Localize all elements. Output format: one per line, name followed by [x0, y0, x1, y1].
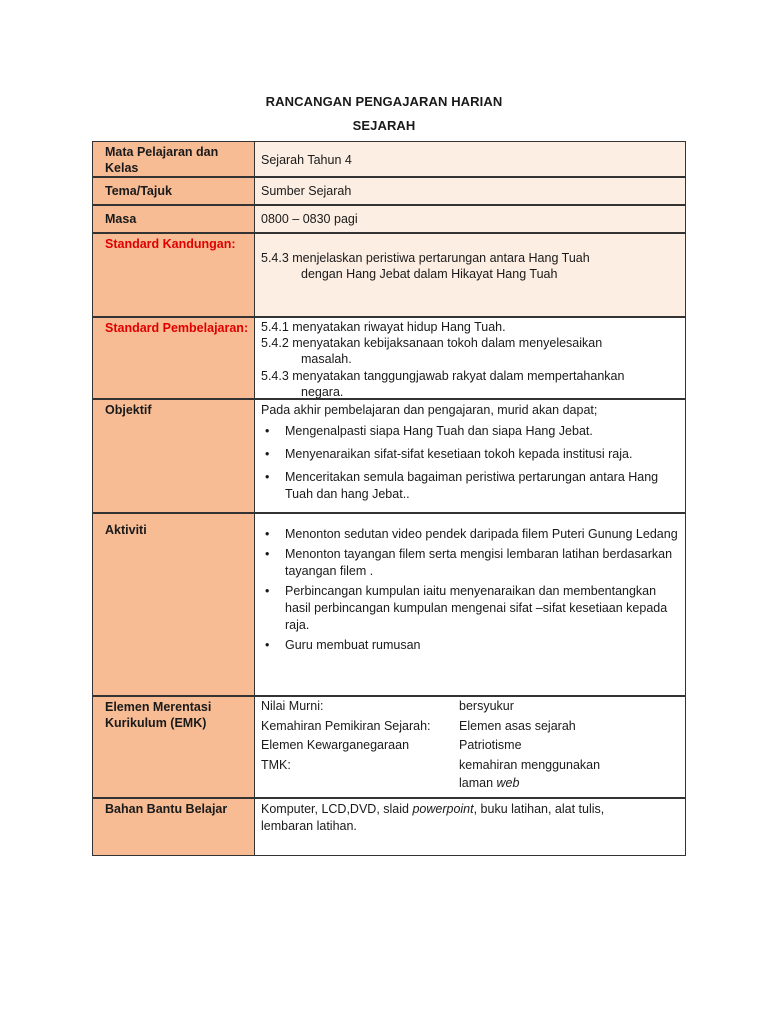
value-aktiviti [254, 513, 686, 696]
row-emk [92, 696, 686, 798]
emk-grid [261, 697, 679, 791]
label-standard-kandungan: Standard Kandungan: [92, 233, 256, 317]
row-aktiviti [92, 513, 686, 696]
emk-key: Elemen Kewarganegaraan [261, 738, 410, 752]
row-mata-pelajaran [92, 141, 686, 177]
label-aktiviti: Aktiviti [92, 513, 256, 696]
objektif-item: • Mengenalpasti siapa Hang Tuah dan siapa Hang Jebat. [261, 423, 679, 440]
sp-item: 5.4.3 menyatakan tanggungjawab rakyat dalam mempertahankan [261, 368, 625, 383]
objektif-item: • Menyenaraikan sifat-sifat kesetiaan tokoh kepada institusi raja. [261, 446, 679, 463]
label-objektif: Objektif [92, 399, 256, 513]
row-standard-kandungan [92, 233, 686, 317]
value-objektif [254, 399, 686, 513]
emk-key: Nilai Murni: [261, 699, 324, 713]
label-mata-pelajaran: Mata Pelajaran dan Kelas [92, 141, 256, 177]
row-masa [92, 205, 686, 233]
aktiviti-item: • Menonton sedutan video pendek daripada filem Puteri Gunung Ledang [261, 526, 679, 543]
standard-kandungan-line: dengan Hang Jebat dalam Hikayat Hang Tuah [301, 267, 558, 281]
value-standard-kandungan [254, 233, 686, 317]
label-tema: Tema/Tajuk [92, 177, 256, 205]
value-emk [254, 696, 686, 798]
emk-key: TMK: [261, 757, 291, 772]
label-emk: Elemen Merentasi Kurikulum (EMK) [92, 696, 256, 798]
document-title: RANCANGAN PENGAJARAN HARIAN [265, 94, 503, 109]
row-standard-pembelajaran [92, 317, 686, 399]
row-objektif [92, 399, 686, 513]
value-tema: Sumber Sejarah [254, 177, 686, 205]
label-bahan: Bahan Bantu Belajar [92, 798, 256, 856]
bahan-line: Komputer, LCD,DVD, slaid powerpoint, buku latihan, alat tulis, [261, 802, 605, 816]
sp-item-cont: negara. [301, 384, 344, 399]
aktiviti-item: • Perbincangan kumpulan iaitu menyenaraikan dan membentangkan hasil perbincangan kumpulan mengenai sifat –sifat kesetiaan kepada raja. [261, 583, 679, 634]
objektif-item: • Menceritakan semula bagaiman peristiwa pertarungan antara Hang Tuah dan hang Jebat.. [261, 469, 679, 503]
label-masa: Masa [92, 205, 256, 233]
standard-kandungan-line: 5.4.3 menjelaskan peristiwa pertarungan antara Hang Tuah [261, 251, 590, 265]
emk-key: Kemahiran Pemikiran Sejarah: [261, 718, 431, 733]
sp-item-cont: masalah. [301, 352, 352, 367]
emk-value: Patriotisme [459, 738, 522, 752]
objektif-list [261, 423, 679, 503]
value-bahan [254, 798, 686, 856]
value-masa: 0800 – 0830 pagi [254, 205, 686, 233]
objektif-intro: Pada akhir pembelajaran dan pengajaran, murid akan dapat; [261, 403, 598, 417]
aktiviti-item: • Menonton tayangan filem serta mengisi lembaran latihan berdasarkan tayangan filem . [261, 546, 679, 580]
value-mata-pelajaran: Sejarah Tahun 4 [254, 141, 686, 177]
row-bahan [92, 798, 686, 856]
emk-value: Elemen asas sejarah [459, 718, 576, 733]
document-subject: SEJARAH [352, 118, 416, 133]
label-standard-pembelajaran: Standard Pembelajaran: [92, 317, 256, 399]
sp-item: 5.4.2 menyatakan kebijaksanaan tokoh dalam menyelesaikan [261, 336, 603, 351]
emk-value: kemahiran menggunakan [459, 757, 601, 772]
emk-value-cont: laman web [459, 776, 520, 790]
bahan-line: lembaran latihan. [261, 819, 357, 833]
row-tema [92, 177, 686, 205]
aktiviti-item: • Guru membuat rumusan [261, 637, 679, 654]
sp-item: 5.4.1 menyatakan riwayat hidup Hang Tuah. [261, 320, 506, 334]
emk-value: bersyukur [459, 699, 514, 713]
aktiviti-list [261, 526, 679, 654]
value-standard-pembelajaran [254, 317, 686, 399]
